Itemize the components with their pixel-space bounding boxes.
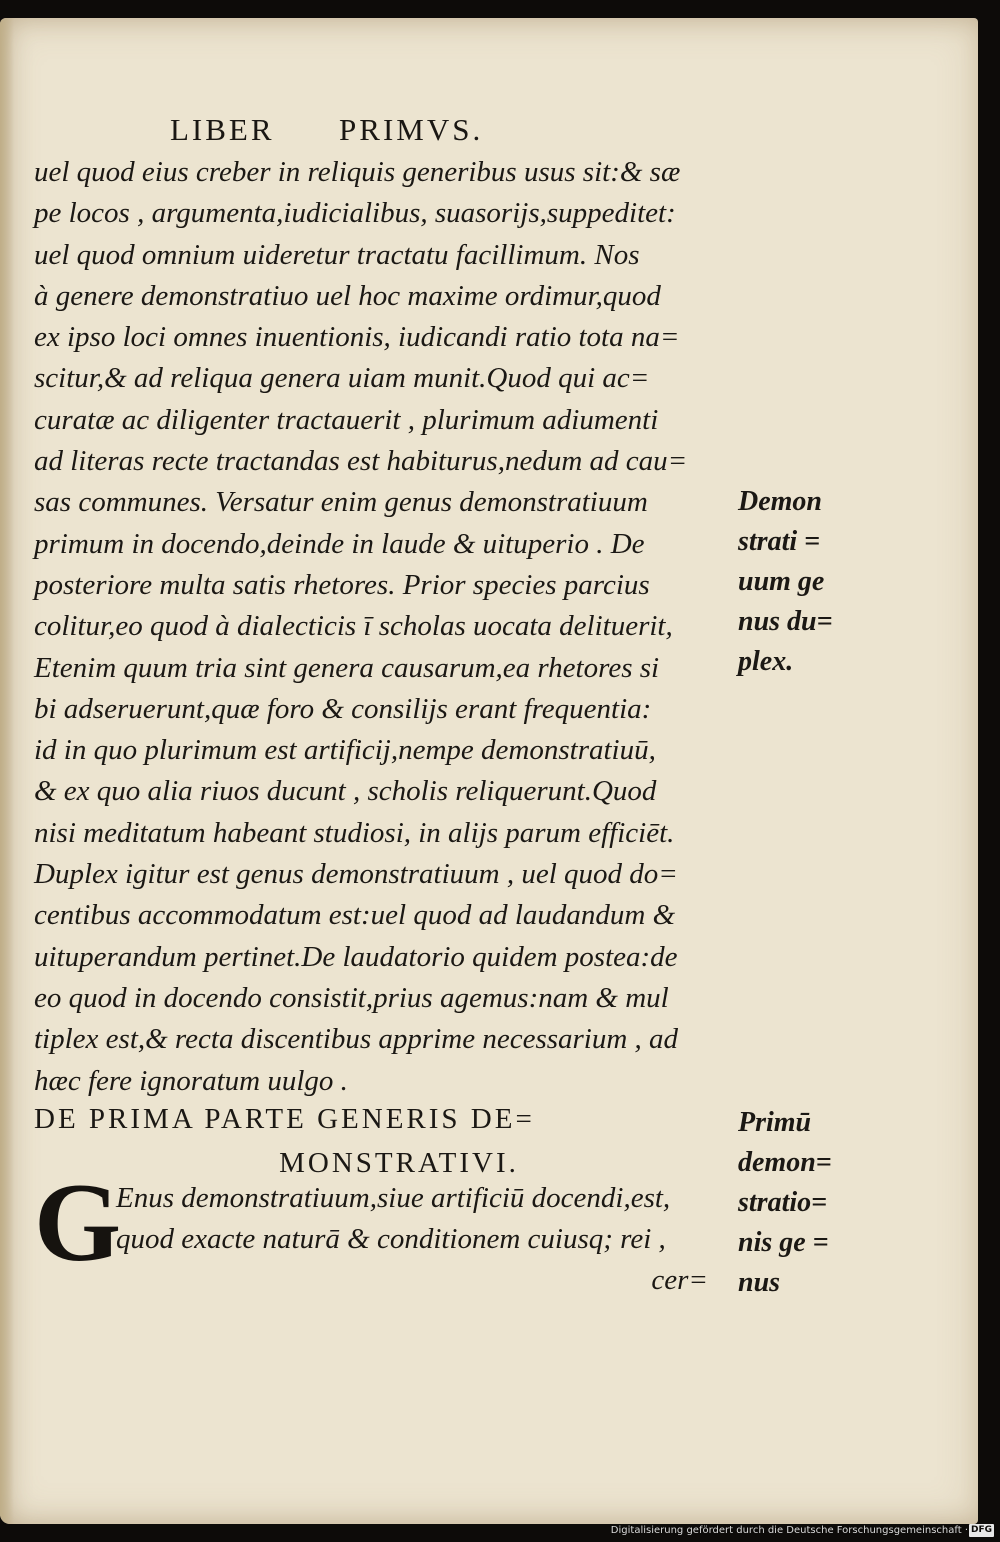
marginal-note-line: strati = [738, 526, 821, 557]
text-line: primum in docendo,deinde in laude & uituperio . De [34, 527, 645, 560]
text-line: Enus demonstratiuum,siue artificiū docendi,est, [116, 1182, 671, 1214]
text-line: & ex quo alia riuos ducunt , scholis reliquerunt.Quod [34, 775, 657, 808]
text-line: ex ipso loci omnes inuentionis, iudicandi ratio tota na= [34, 321, 680, 354]
text-line: hæc fere ignoratum uulgo . [34, 1064, 348, 1097]
marginal-note-line: plex. [738, 646, 794, 677]
dfg-logo: DFG [970, 1525, 992, 1535]
marginal-note-line: nus [738, 1267, 781, 1298]
marginal-note-line: nis ge = [738, 1227, 829, 1258]
text-line: tiplex est,& recta discentibus apprime necessarium , ad [34, 1023, 679, 1056]
section-heading-line-2: MONSTRATIVI. [279, 1147, 519, 1179]
body-text [34, 152, 724, 1102]
marginal-note-line: nus du= [738, 606, 833, 637]
catchword: cer= [651, 1264, 708, 1296]
text-line: scitur,& ad reliqua genera uiam munit.Quod qui ac= [34, 362, 650, 395]
running-head: LIBER PRIMVS. [170, 112, 484, 147]
section-heading-line-1: DE PRIMA PARTE GENERIS DE= [34, 1103, 535, 1135]
text-line: bi adseruerunt,quæ foro & consilijs erant frequentia: [34, 692, 652, 725]
text-line: eo quod in docendo consistit,prius agemus:nam & mul [34, 981, 669, 1014]
section-heading [34, 1097, 714, 1185]
text-line: Etenim quum tria sint genera causarum,ea rhetores si [34, 651, 660, 684]
page-gutter-shadow [0, 18, 14, 1524]
text-line: pe locos , argumenta,iudicialibus, suasorijs,suppeditet: [34, 197, 676, 230]
text-line: colitur,eo quod à dialecticis ī scholas uocata delituerit, [34, 610, 673, 643]
text-line: ad literas recte tractandas est habiturus,nedum ad cau= [34, 445, 688, 478]
marginal-note-line: Primū [738, 1107, 812, 1138]
text-line: posteriore multa satis rhetores. Prior species parcius [34, 568, 650, 601]
marginal-note-genus-duplex [738, 482, 838, 682]
marginal-note-line: Demon [738, 486, 822, 517]
text-line: centibus accommodatum est:uel quod ad laudandum & [34, 899, 676, 932]
text-line: uel quod omnium uideretur tractatu facillimum. Nos [34, 238, 640, 271]
text-line: uel quod eius creber in reliquis generibus usus sit:& sæ [34, 156, 681, 188]
text-line: uituperandum pertinet.De laudatorio quidem postea:de [34, 940, 678, 973]
funding-credit: Digitalisierung gefördert durch die Deutsche Forschungsgemeinschaft · [610, 1525, 968, 1536]
marginal-note-line: demon= [738, 1147, 832, 1178]
text-line: sas communes. Versatur enim genus demonstratiuum [34, 486, 648, 519]
text-line: Duplex igitur est genus demonstratiuum , uel quod do= [34, 858, 678, 891]
marginal-note-line: uum ge [738, 566, 825, 597]
text-line: nisi meditatum habeant studiosi, in alijs parum efficiēt. [34, 816, 675, 849]
text-line: curatæ ac diligenter tractauerit , plurimum adiumenti [34, 403, 659, 436]
text-line: id in quo plurimum est artificij,nempe demonstratiuū, [34, 734, 656, 767]
drop-cap-initial: G [34, 1161, 122, 1285]
text-line: à genere demonstratiuo uel hoc maxime ordimur,quod [34, 279, 661, 312]
marginal-note-line: stratio= [738, 1187, 828, 1218]
marginal-note-primum-genus [738, 1103, 838, 1303]
text-line: quod exacte naturā & conditionem cuiusq; rei , [116, 1223, 666, 1255]
